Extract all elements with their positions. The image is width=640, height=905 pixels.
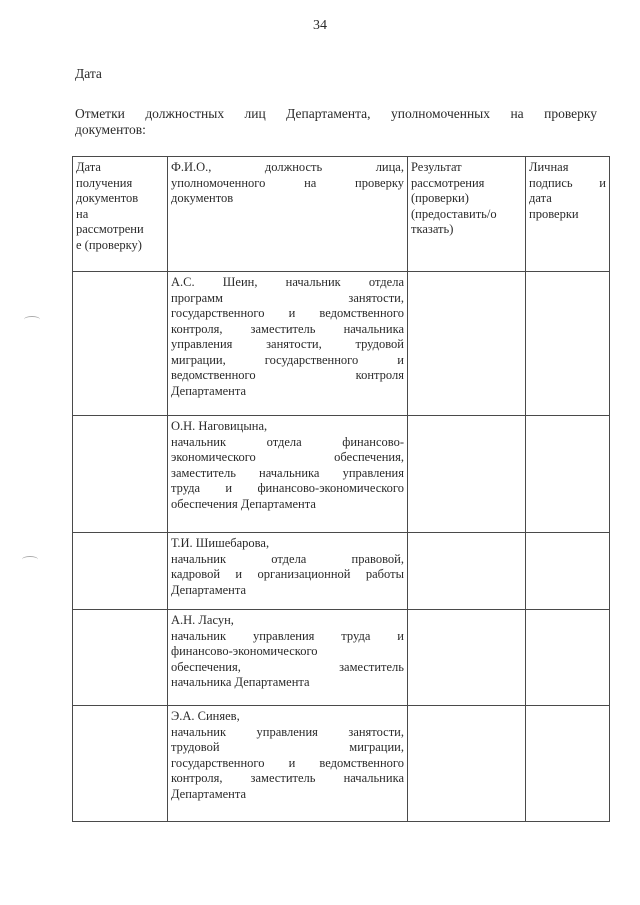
- page-number: 34: [313, 18, 327, 33]
- intro-paragraph: [75, 106, 597, 138]
- header-line: проверки: [529, 206, 579, 221]
- table-row: [73, 416, 610, 533]
- header-line: дата: [529, 191, 552, 205]
- official-line: контроля, заместитель начальника: [171, 321, 404, 336]
- official-line: Т.И. Шишебарова,: [171, 536, 270, 550]
- official-line: О.Н. Наговицына,: [171, 419, 268, 433]
- header-line: рассмотрения: [411, 175, 485, 190]
- signature-cell: [526, 416, 610, 533]
- official-line: кадровой и организационной работы: [171, 567, 404, 581]
- official-line: программ занятости,: [171, 290, 404, 305]
- official-line: начальника Департамента: [171, 675, 310, 689]
- header-line: (предоставить/о: [411, 206, 497, 221]
- date-cell: [73, 533, 168, 610]
- signature-cell: [526, 610, 610, 706]
- table-row: [73, 610, 610, 706]
- official-line: начальник отдела финансово-: [171, 434, 404, 449]
- official-line: начальник отдела правовой,: [171, 551, 404, 566]
- official-line: миграции, государственного и: [171, 352, 404, 367]
- scan-artifact-mark: [24, 316, 40, 323]
- date-cell: [73, 706, 168, 822]
- official-line: А.С. Шеин, начальник отдела: [171, 275, 404, 289]
- header-line: уполномоченного на проверку: [171, 175, 404, 190]
- header-line: е (проверку): [76, 237, 142, 252]
- official-line: трудовой миграции,: [171, 740, 404, 754]
- official-line: государственного и ведомственного: [171, 755, 404, 770]
- official-line: финансово-экономического: [171, 644, 318, 658]
- header-line: документов: [171, 191, 234, 205]
- date-cell: [73, 416, 168, 533]
- intro-line: документов:: [75, 122, 146, 137]
- header-line: получения: [76, 175, 133, 190]
- official-line: начальник управления труда и: [171, 628, 404, 643]
- header-line: Дата: [76, 160, 101, 174]
- official-line: экономического обеспечения,: [171, 450, 404, 464]
- result-cell: [408, 610, 526, 706]
- header-line: рассмотрени: [76, 222, 144, 236]
- header-official-name: [168, 157, 408, 272]
- official-cell: [168, 272, 408, 416]
- table-row: [73, 706, 610, 822]
- signature-cell: [526, 533, 610, 610]
- signature-cell: [526, 272, 610, 416]
- official-line: государственного и ведомственного: [171, 306, 404, 320]
- official-line: управления занятости, трудовой: [171, 337, 404, 351]
- header-line: (проверки): [411, 191, 469, 205]
- official-line: обеспечения Департамента: [171, 496, 316, 511]
- date-cell: [73, 272, 168, 416]
- header-review-result: [408, 157, 526, 272]
- official-line: Департамента: [171, 582, 247, 597]
- official-cell: [168, 533, 408, 610]
- header-signature-date: [526, 157, 610, 272]
- result-cell: [408, 272, 526, 416]
- official-line: труда и финансово-экономического: [171, 481, 404, 495]
- signature-cell: [526, 706, 610, 822]
- header-line: Ф.И.О., должность лица,: [171, 160, 404, 174]
- header-line: Результат: [411, 160, 462, 174]
- official-line: Департамента: [171, 786, 247, 801]
- official-line: Департамента: [171, 383, 247, 398]
- official-line: Э.А. Синяев,: [171, 709, 240, 723]
- official-cell: [168, 610, 408, 706]
- official-line: заместитель начальника управления: [171, 465, 404, 480]
- header-date-received: [73, 157, 168, 272]
- official-line: ведомственного контроля: [171, 368, 404, 382]
- result-cell: [408, 706, 526, 822]
- official-line: начальник управления занятости,: [171, 724, 404, 739]
- review-log-table: [72, 156, 610, 822]
- official-line: А.Н. Ласун,: [171, 613, 234, 627]
- header-line: документов: [76, 191, 139, 205]
- header-line: подпись и: [529, 175, 606, 190]
- header-line: тказать): [411, 222, 454, 236]
- table-row: [73, 272, 610, 416]
- official-line: обеспечения, заместитель: [171, 659, 404, 674]
- result-cell: [408, 533, 526, 610]
- intro-line: Отметки должностных лиц Департамента, уполномоченных на проверку: [75, 106, 597, 121]
- table-row: [73, 533, 610, 610]
- scan-artifact-mark: [22, 556, 38, 563]
- date-label: Дата: [75, 66, 102, 81]
- official-cell: [168, 706, 408, 822]
- header-line: Личная: [529, 160, 569, 174]
- official-line: контроля, заместитель начальника: [171, 771, 404, 785]
- header-line: на: [76, 206, 89, 221]
- date-cell: [73, 610, 168, 706]
- table-header-row: [73, 157, 610, 272]
- official-cell: [168, 416, 408, 533]
- result-cell: [408, 416, 526, 533]
